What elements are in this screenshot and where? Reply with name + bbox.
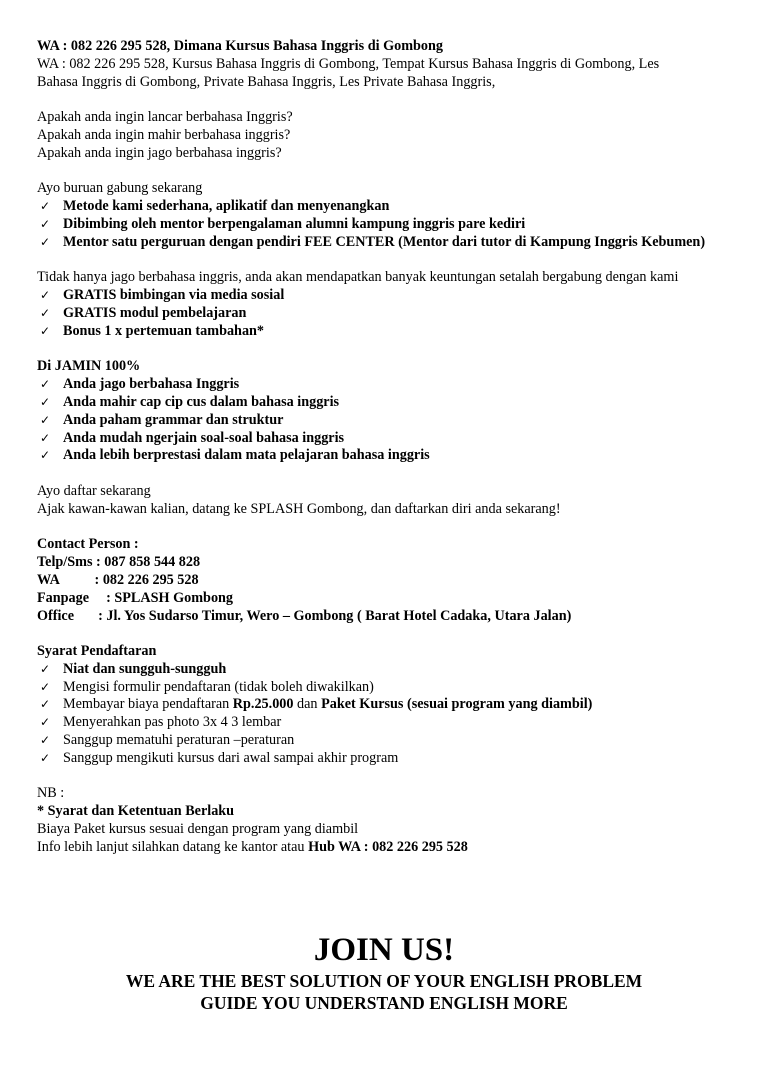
contact-office	[37, 608, 731, 626]
checkmark-icon: ✓	[40, 697, 51, 712]
contact-key-fanpage: Fanpage	[37, 589, 90, 606]
checkmark-icon: ✓	[40, 323, 51, 338]
question-2: Apakah anda ingin mahir berbahasa inggris?	[37, 126, 291, 143]
fee-prefix: Membayar biaya pendaftaran	[63, 696, 233, 713]
benefit-item	[37, 287, 731, 305]
contact-value-fanpage: : SPLASH Gombong	[106, 589, 234, 606]
guarantee-text: Anda mudah ngerjain soal-soal bahasa inggris	[63, 429, 345, 446]
cta-line-2: Ajak kawan-kawan kalian, datang ke SPLASH Gombong, dan daftarkan diri anda sekarang!	[37, 500, 561, 517]
checkmark-icon: ✓	[40, 679, 51, 694]
guarantee-text: Anda paham grammar dan struktur	[63, 411, 284, 428]
contact-value-wa: : 082 226 295 528	[94, 571, 199, 588]
checkmark-icon: ✓	[40, 216, 51, 231]
feature-text: Metode kami sederhana, aplikatif dan menyenangkan	[63, 198, 390, 215]
guarantee-item	[37, 394, 731, 412]
guarantee-title: Di JAMIN 100%	[37, 358, 141, 375]
terms-note: * Syarat dan Ketentuan Berlaku	[37, 803, 235, 820]
requirement-item	[37, 732, 731, 750]
requirement-text: Menyerahkan pas photo 3x 4 3 lembar	[63, 714, 282, 731]
benefits-intro: Tidak hanya jago berbahasa inggris, anda akan mendapatkan banyak keuntungan setalah bergabung dengan kami	[37, 269, 679, 286]
tagline-1: WE ARE THE BEST SOLUTION OF YOUR ENGLISH PROBLEM	[125, 971, 643, 991]
contact-title: Contact Person :	[37, 536, 139, 553]
requirement-item	[37, 679, 731, 697]
package-note: Biaya Paket kursus sesuai dengan program yang diambil	[37, 821, 359, 838]
benefit-item	[37, 305, 731, 323]
contact-telp	[37, 554, 731, 572]
checkmark-icon: ✓	[40, 305, 51, 320]
checkmark-icon: ✓	[40, 412, 51, 427]
checkmark-icon: ✓	[40, 394, 51, 409]
contact-value-office: : Jl. Yos Sudarso Timur, Wero – Gombong ( Barat Hotel Cadaka, Utara Jalan)	[98, 607, 572, 624]
checkmark-icon: ✓	[40, 234, 51, 249]
requirement-item	[37, 714, 731, 732]
requirement-text: Sanggup mematuhi peraturan –peraturan	[63, 732, 295, 749]
checkmark-icon: ✓	[40, 733, 51, 748]
checkmark-icon: ✓	[40, 288, 51, 303]
footer	[0, 930, 768, 1014]
requirement-text: Sanggup mengikuti kursus dari awal sampai akhir program	[63, 749, 399, 766]
fee-mid: dan	[293, 696, 322, 713]
contact-value-telp: : 087 858 544 828	[96, 554, 201, 571]
feature-item	[37, 234, 731, 252]
question-3: Apakah anda ingin jago berbahasa inggris?	[37, 144, 282, 161]
requirement-item	[37, 661, 731, 679]
keywords-line-2: Bahasa Inggris di Gombong, Private Bahasa Inggris, Les Private Bahasa Inggris,	[37, 73, 496, 90]
contact-key-office: Office	[37, 607, 75, 624]
guarantee-text: Anda lebih berprestasi dalam mata pelajaran bahasa inggris	[63, 447, 430, 464]
checkmark-icon: ✓	[40, 661, 51, 676]
tagline-2: GUIDE YOU UNDERSTAND ENGLISH MORE	[200, 993, 568, 1013]
contact-fanpage	[37, 590, 731, 608]
fee-package: Paket Kursus (sesuai program yang diambil)	[321, 696, 593, 713]
requirement-text: Mengisi formulir pendaftaran (tidak boleh diwakilkan)	[63, 678, 374, 695]
feature-item	[37, 198, 731, 216]
feature-text: Mentor satu perguruan dengan pendiri FEE CENTER (Mentor dari tutor di Kampung Inggris Kebumen)	[63, 233, 706, 250]
benefit-text: GRATIS bimbingan via media sosial	[63, 287, 285, 304]
join-heading: JOIN US!	[313, 932, 455, 968]
benefit-item	[37, 323, 731, 341]
fee-amount: Rp.25.000	[232, 696, 294, 713]
keywords-line-1: WA : 082 226 295 528, Kursus Bahasa Inggris di Gombong, Tempat Kursus Bahasa Inggris di Gombong, Les	[37, 55, 660, 72]
benefit-text: Bonus 1 x pertemuan tambahan*	[63, 322, 265, 339]
cta-line-1: Ayo daftar sekarang	[37, 482, 151, 499]
guarantee-text: Anda jago berbahasa Inggris	[63, 376, 240, 393]
benefit-text: GRATIS modul pembelajaran	[63, 304, 247, 321]
info-prefix: Info lebih lanjut silahkan datang ke kantor atau	[37, 838, 309, 855]
requirement-item	[37, 750, 731, 768]
contact-wa	[37, 572, 731, 590]
contact-key-telp: Telp/Sms	[37, 554, 93, 571]
page-title: WA : 082 226 295 528, Dimana Kursus Bahasa Inggris di Gombong	[37, 38, 443, 54]
requirement-text: Niat dan sungguh-sungguh	[63, 660, 227, 677]
checkmark-icon: ✓	[40, 715, 51, 730]
requirement-fee	[63, 696, 731, 714]
checkmark-icon: ✓	[40, 448, 51, 463]
checkmark-icon: ✓	[40, 199, 51, 214]
feature-text: Dibimbing oleh mentor berpengalaman alumni kampung inggris pare kediri	[63, 215, 526, 232]
info-wa: Hub WA : 082 226 295 528	[308, 838, 468, 855]
guarantee-item	[37, 376, 731, 394]
question-1: Apakah anda ingin lancar berbahasa Inggris?	[37, 109, 293, 126]
info-note	[37, 839, 731, 857]
guarantee-item	[37, 430, 731, 448]
document-page	[37, 38, 731, 857]
nb-label: NB :	[37, 785, 65, 802]
requirement-item	[37, 696, 731, 714]
join-intro: Ayo buruan gabung sekarang	[37, 180, 203, 197]
guarantee-item	[37, 412, 731, 430]
requirements-title: Syarat Pendaftaran	[37, 643, 157, 660]
feature-item	[37, 216, 731, 234]
guarantee-text: Anda mahir cap cip cus dalam bahasa inggris	[63, 393, 340, 410]
contact-key-wa: WA	[37, 571, 60, 588]
checkmark-icon: ✓	[40, 750, 51, 765]
guarantee-item	[37, 447, 731, 465]
checkmark-icon: ✓	[40, 430, 51, 445]
checkmark-icon: ✓	[40, 377, 51, 392]
